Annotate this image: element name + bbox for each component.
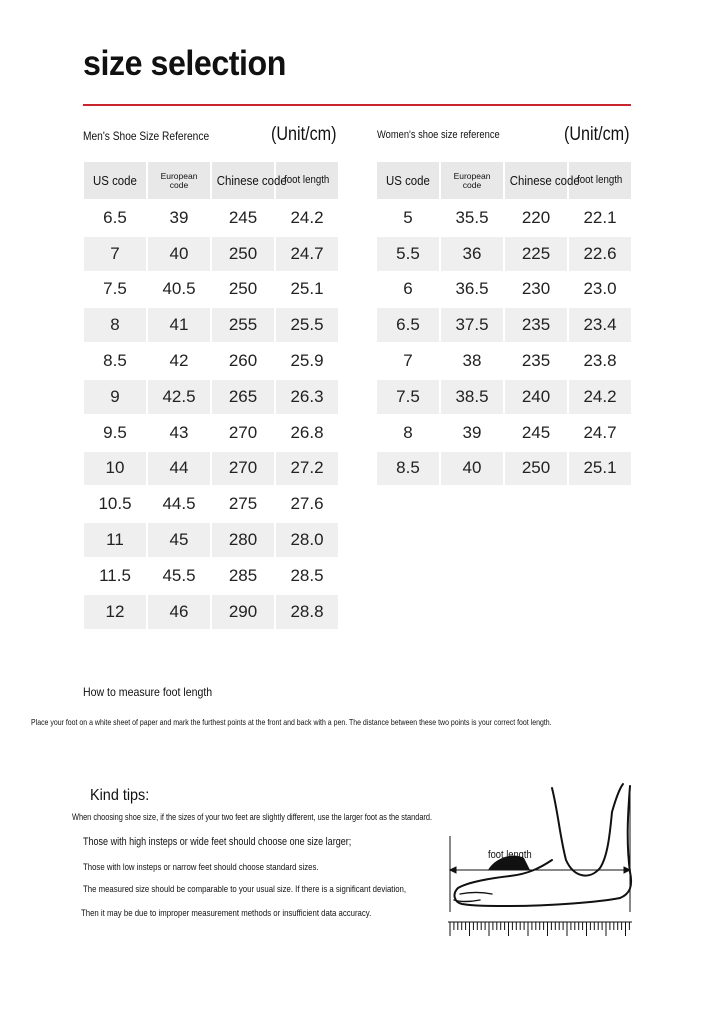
mens-col-chinese: Chinese code <box>212 162 276 201</box>
mens-table-row <box>84 559 338 595</box>
mens-table-cell: 40 <box>148 237 212 273</box>
mens-table-cell: 7 <box>84 237 148 273</box>
womens-table-cell: 24.7 <box>569 416 631 452</box>
womens-table-cell: 36 <box>441 237 505 273</box>
mens-header-row <box>84 162 338 201</box>
mens-table-row <box>84 487 338 523</box>
womens-table-cell: 5 <box>377 201 441 237</box>
mens-table-cell: 9.5 <box>84 416 148 452</box>
womens-table-row <box>377 380 631 416</box>
womens-table-cell: 220 <box>505 201 569 237</box>
womens-table-cell: 240 <box>505 380 569 416</box>
mens-table-row <box>84 308 338 344</box>
mens-table-cell: 27.2 <box>276 452 338 488</box>
womens-table-row <box>377 308 631 344</box>
mens-table-cell: 45.5 <box>148 559 212 595</box>
foot-measure-icon <box>440 782 640 957</box>
tip-line: The measured size should be comparable to your usual size. If there is a significant deviation, <box>83 884 407 895</box>
mens-table-cell: 41 <box>148 308 212 344</box>
womens-size-table <box>377 162 631 487</box>
mens-table-row <box>84 273 338 309</box>
mens-table-cell: 255 <box>212 308 276 344</box>
womens-table-cell: 6 <box>377 273 441 309</box>
mens-table-cell: 40.5 <box>148 273 212 309</box>
tip-line: Those with high insteps or wide feet should choose one size larger; <box>83 836 352 848</box>
mens-table-cell: 11 <box>84 523 148 559</box>
measure-title: How to measure foot length <box>83 685 213 699</box>
mens-col-foot-length: foot length <box>276 162 338 201</box>
womens-table-cell: 37.5 <box>441 308 505 344</box>
womens-unit-label: (Unit/cm) <box>564 124 630 145</box>
womens-header-row <box>377 162 631 201</box>
mens-table-label: Men's Shoe Size Reference <box>83 129 210 143</box>
mens-table-cell: 9 <box>84 380 148 416</box>
mens-table-cell: 28.8 <box>276 595 338 631</box>
mens-table-cell: 245 <box>212 201 276 237</box>
mens-table-cell: 25.1 <box>276 273 338 309</box>
womens-table-cell: 40 <box>441 452 505 488</box>
womens-table-cell: 23.8 <box>569 344 631 380</box>
mens-col-us: US code <box>84 162 148 201</box>
mens-col-european: European code <box>148 162 212 201</box>
womens-table-cell: 235 <box>505 308 569 344</box>
mens-table-cell: 6.5 <box>84 201 148 237</box>
mens-table-cell: 27.6 <box>276 487 338 523</box>
measure-instructions: Place your foot on a white sheet of paper and mark the furthest points at the front and back with a pen. The distance between these two points is your correct foot length. <box>31 717 552 727</box>
mens-unit-label: (Unit/cm) <box>271 124 337 145</box>
womens-table-row <box>377 416 631 452</box>
womens-table-row <box>377 201 631 237</box>
mens-table-cell: 26.8 <box>276 416 338 452</box>
womens-table-row <box>377 237 631 273</box>
womens-table-cell: 39 <box>441 416 505 452</box>
womens-table-cell: 8.5 <box>377 452 441 488</box>
tip-line: Then it may be due to improper measurement methods or insufficient data accuracy. <box>81 908 372 919</box>
mens-table-cell: 10.5 <box>84 487 148 523</box>
womens-table-cell: 22.1 <box>569 201 631 237</box>
foot-length-label: foot length <box>488 849 532 861</box>
mens-table-row <box>84 452 338 488</box>
mens-table-row <box>84 344 338 380</box>
mens-table-row <box>84 595 338 631</box>
womens-table-cell: 250 <box>505 452 569 488</box>
mens-size-table <box>84 162 338 631</box>
title-divider <box>83 104 631 106</box>
mens-table-cell: 42 <box>148 344 212 380</box>
womens-table-cell: 38.5 <box>441 380 505 416</box>
womens-table-cell: 225 <box>505 237 569 273</box>
womens-table-cell: 5.5 <box>377 237 441 273</box>
mens-table-cell: 44.5 <box>148 487 212 523</box>
womens-table-cell: 8 <box>377 416 441 452</box>
mens-table-cell: 46 <box>148 595 212 631</box>
womens-table-row <box>377 452 631 488</box>
womens-table-cell: 22.6 <box>569 237 631 273</box>
tip-line: When choosing shoe size, if the sizes of your two feet are slightly different, use the larger foot as the standard. <box>72 812 433 822</box>
mens-table-cell: 250 <box>212 273 276 309</box>
mens-table-row <box>84 237 338 273</box>
mens-table-cell: 265 <box>212 380 276 416</box>
womens-table-cell: 24.2 <box>569 380 631 416</box>
mens-table-cell: 43 <box>148 416 212 452</box>
womens-table-cell: 7.5 <box>377 380 441 416</box>
mens-table-row <box>84 201 338 237</box>
womens-table-cell: 7 <box>377 344 441 380</box>
womens-table-cell: 245 <box>505 416 569 452</box>
mens-table-cell: 8 <box>84 308 148 344</box>
mens-table-cell: 39 <box>148 201 212 237</box>
womens-table-cell: 36.5 <box>441 273 505 309</box>
mens-table-cell: 10 <box>84 452 148 488</box>
mens-table-cell: 25.9 <box>276 344 338 380</box>
womens-table-row <box>377 344 631 380</box>
womens-table-cell: 23.0 <box>569 273 631 309</box>
womens-table-row <box>377 273 631 309</box>
womens-col-chinese: Chinese code <box>505 162 569 201</box>
womens-table-label: Women's shoe size reference <box>377 129 500 141</box>
mens-table-cell: 8.5 <box>84 344 148 380</box>
mens-table-row <box>84 523 338 559</box>
mens-table-cell: 270 <box>212 452 276 488</box>
mens-table-cell: 26.3 <box>276 380 338 416</box>
mens-table-row <box>84 416 338 452</box>
mens-table-cell: 250 <box>212 237 276 273</box>
tips-title: Kind tips: <box>90 787 150 804</box>
mens-table-cell: 24.7 <box>276 237 338 273</box>
mens-table-cell: 24.2 <box>276 201 338 237</box>
womens-table-cell: 6.5 <box>377 308 441 344</box>
mens-table-cell: 280 <box>212 523 276 559</box>
tip-line: Those with low insteps or narrow feet should choose standard sizes. <box>83 862 319 873</box>
mens-table-cell: 285 <box>212 559 276 595</box>
mens-table-cell: 42.5 <box>148 380 212 416</box>
womens-table-cell: 38 <box>441 344 505 380</box>
womens-table-cell: 235 <box>505 344 569 380</box>
womens-table-cell: 25.1 <box>569 452 631 488</box>
mens-table-cell: 25.5 <box>276 308 338 344</box>
womens-table-cell: 230 <box>505 273 569 309</box>
womens-col-european: European code <box>441 162 505 201</box>
mens-table-cell: 12 <box>84 595 148 631</box>
page-title: size selection <box>83 44 286 83</box>
womens-table-cell: 35.5 <box>441 201 505 237</box>
womens-table-cell: 23.4 <box>569 308 631 344</box>
mens-table-cell: 28.0 <box>276 523 338 559</box>
mens-table-cell: 11.5 <box>84 559 148 595</box>
mens-table-cell: 7.5 <box>84 273 148 309</box>
mens-table-row <box>84 380 338 416</box>
womens-col-us: US code <box>377 162 441 201</box>
mens-table-cell: 45 <box>148 523 212 559</box>
mens-table-cell: 44 <box>148 452 212 488</box>
mens-table-cell: 270 <box>212 416 276 452</box>
mens-table-cell: 260 <box>212 344 276 380</box>
mens-table-cell: 290 <box>212 595 276 631</box>
mens-table-cell: 28.5 <box>276 559 338 595</box>
mens-table-cell: 275 <box>212 487 276 523</box>
womens-col-foot-length: foot length <box>569 162 631 201</box>
